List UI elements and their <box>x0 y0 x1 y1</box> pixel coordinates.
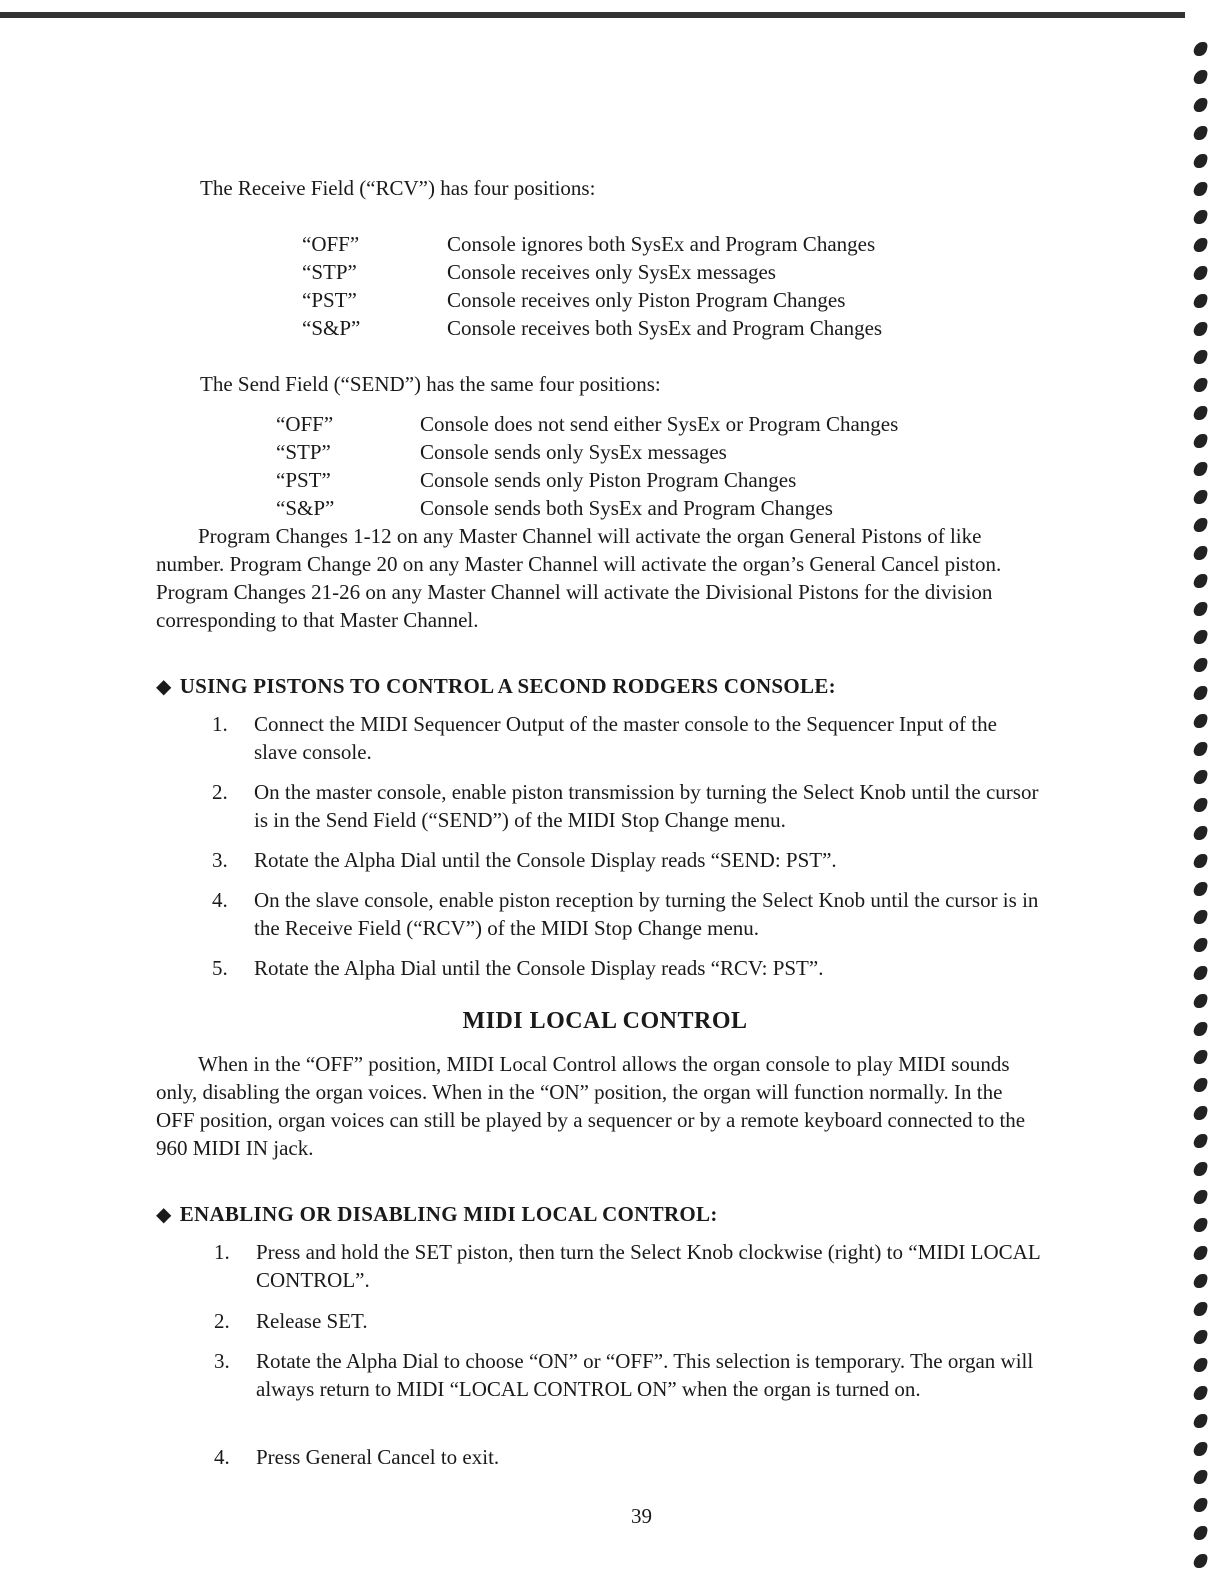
page-number: 39 <box>631 1504 652 1528</box>
program-changes-paragraph: Program Changes 1-12 on any Master Channel will activate the organ General Pistons of like number. Program Change 20 on any Master Channel will activate the organ’s General Cancel piston. Program Changes 21-26 on any Master Channel will activate the Divisional Pistons for the division corresponding to that Master Channel. <box>156 524 1002 632</box>
step-text: Rotate the Alpha Dial to choose “ON” or “OFF”. This selection is temporary. The organ will always return to MIDI “LOCAL CONTROL ON” when the organ is turned on. <box>256 1349 1034 1401</box>
pistons-heading <box>156 672 836 701</box>
send-code: “STP” <box>276 440 331 464</box>
receive-code: “S&P” <box>302 316 361 340</box>
step-text: Rotate the Alpha Dial until the Console Display reads “SEND: PST”. <box>254 848 837 872</box>
send-desc: Console does not send either SysEx or Program Changes <box>420 412 899 436</box>
step-text: Press General Cancel to exit. <box>256 1445 500 1469</box>
send-desc: Console sends only SysEx messages <box>420 440 727 464</box>
step-number: 1. <box>212 712 228 736</box>
step-text: On the slave console, enable piston reception by turning the Select Knob until the cursor is in the Receive Field (“RCV”) of the MIDI Stop Change menu. <box>254 888 1039 940</box>
send-code: “S&P” <box>276 496 335 520</box>
step-text: Press and hold the SET piston, then turn the Select Knob clockwise (right) to “MIDI LOCAL CONTROL”. <box>256 1240 1040 1292</box>
step-number: 2. <box>212 780 228 804</box>
step-number: 1. <box>214 1240 230 1264</box>
send-desc: Console sends both SysEx and Program Changes <box>420 496 833 520</box>
receive-desc: Console ignores both SysEx and Program Changes <box>447 232 876 256</box>
send-intro: The Send Field (“SEND”) has the same four positions: <box>200 372 661 396</box>
local-control-paragraph: When in the “OFF” position, MIDI Local Control allows the organ console to play MIDI sounds only, disabling the organ voices. When in the “ON” position, the organ will function normally. In the OFF position, organ voices can still be played by a sequencer or by a remote keyboard connected to the 960 MIDI IN jack. <box>156 1052 1026 1160</box>
pistons-heading-text: USING PISTONS TO CONTROL A SECOND RODGERS CONSOLE: <box>179 674 836 698</box>
receive-desc: Console receives only SysEx messages <box>447 260 776 284</box>
receive-code: “OFF” <box>302 232 360 256</box>
send-desc: Console sends only Piston Program Changes <box>420 468 797 492</box>
step-number: 3. <box>212 848 228 872</box>
diamond-bullet-icon: ◆ <box>156 1204 172 1226</box>
local-control-title: MIDI LOCAL CONTROL <box>462 1008 748 1034</box>
receive-code: “STP” <box>302 260 357 284</box>
receive-code: “PST” <box>302 288 357 312</box>
receive-desc: Console receives only Piston Program Changes <box>447 288 846 312</box>
enabling-heading <box>156 1200 718 1229</box>
diamond-bullet-icon: ◆ <box>156 676 172 698</box>
step-number: 5. <box>212 956 228 980</box>
receive-intro: The Receive Field (“RCV”) has four positions: <box>200 176 596 200</box>
step-text: On the master console, enable piston transmission by turning the Select Knob until the cursor is in the Send Field (“SEND”) of the MIDI Stop Change menu. <box>254 780 1039 832</box>
step-text: Rotate the Alpha Dial until the Console Display reads “RCV: PST”. <box>254 956 824 980</box>
step-text: Connect the MIDI Sequencer Output of the master console to the Sequencer Input of the slave console. <box>254 712 997 764</box>
step-number: 4. <box>214 1445 230 1469</box>
receive-desc: Console receives both SysEx and Program Changes <box>447 316 883 340</box>
step-number: 3. <box>214 1349 230 1373</box>
step-number: 4. <box>212 888 228 912</box>
step-number: 2. <box>214 1309 230 1333</box>
step-text: Release SET. <box>256 1309 368 1333</box>
send-code: “OFF” <box>276 412 334 436</box>
enabling-heading-text: ENABLING OR DISABLING MIDI LOCAL CONTROL: <box>179 1202 718 1226</box>
send-code: “PST” <box>276 468 331 492</box>
